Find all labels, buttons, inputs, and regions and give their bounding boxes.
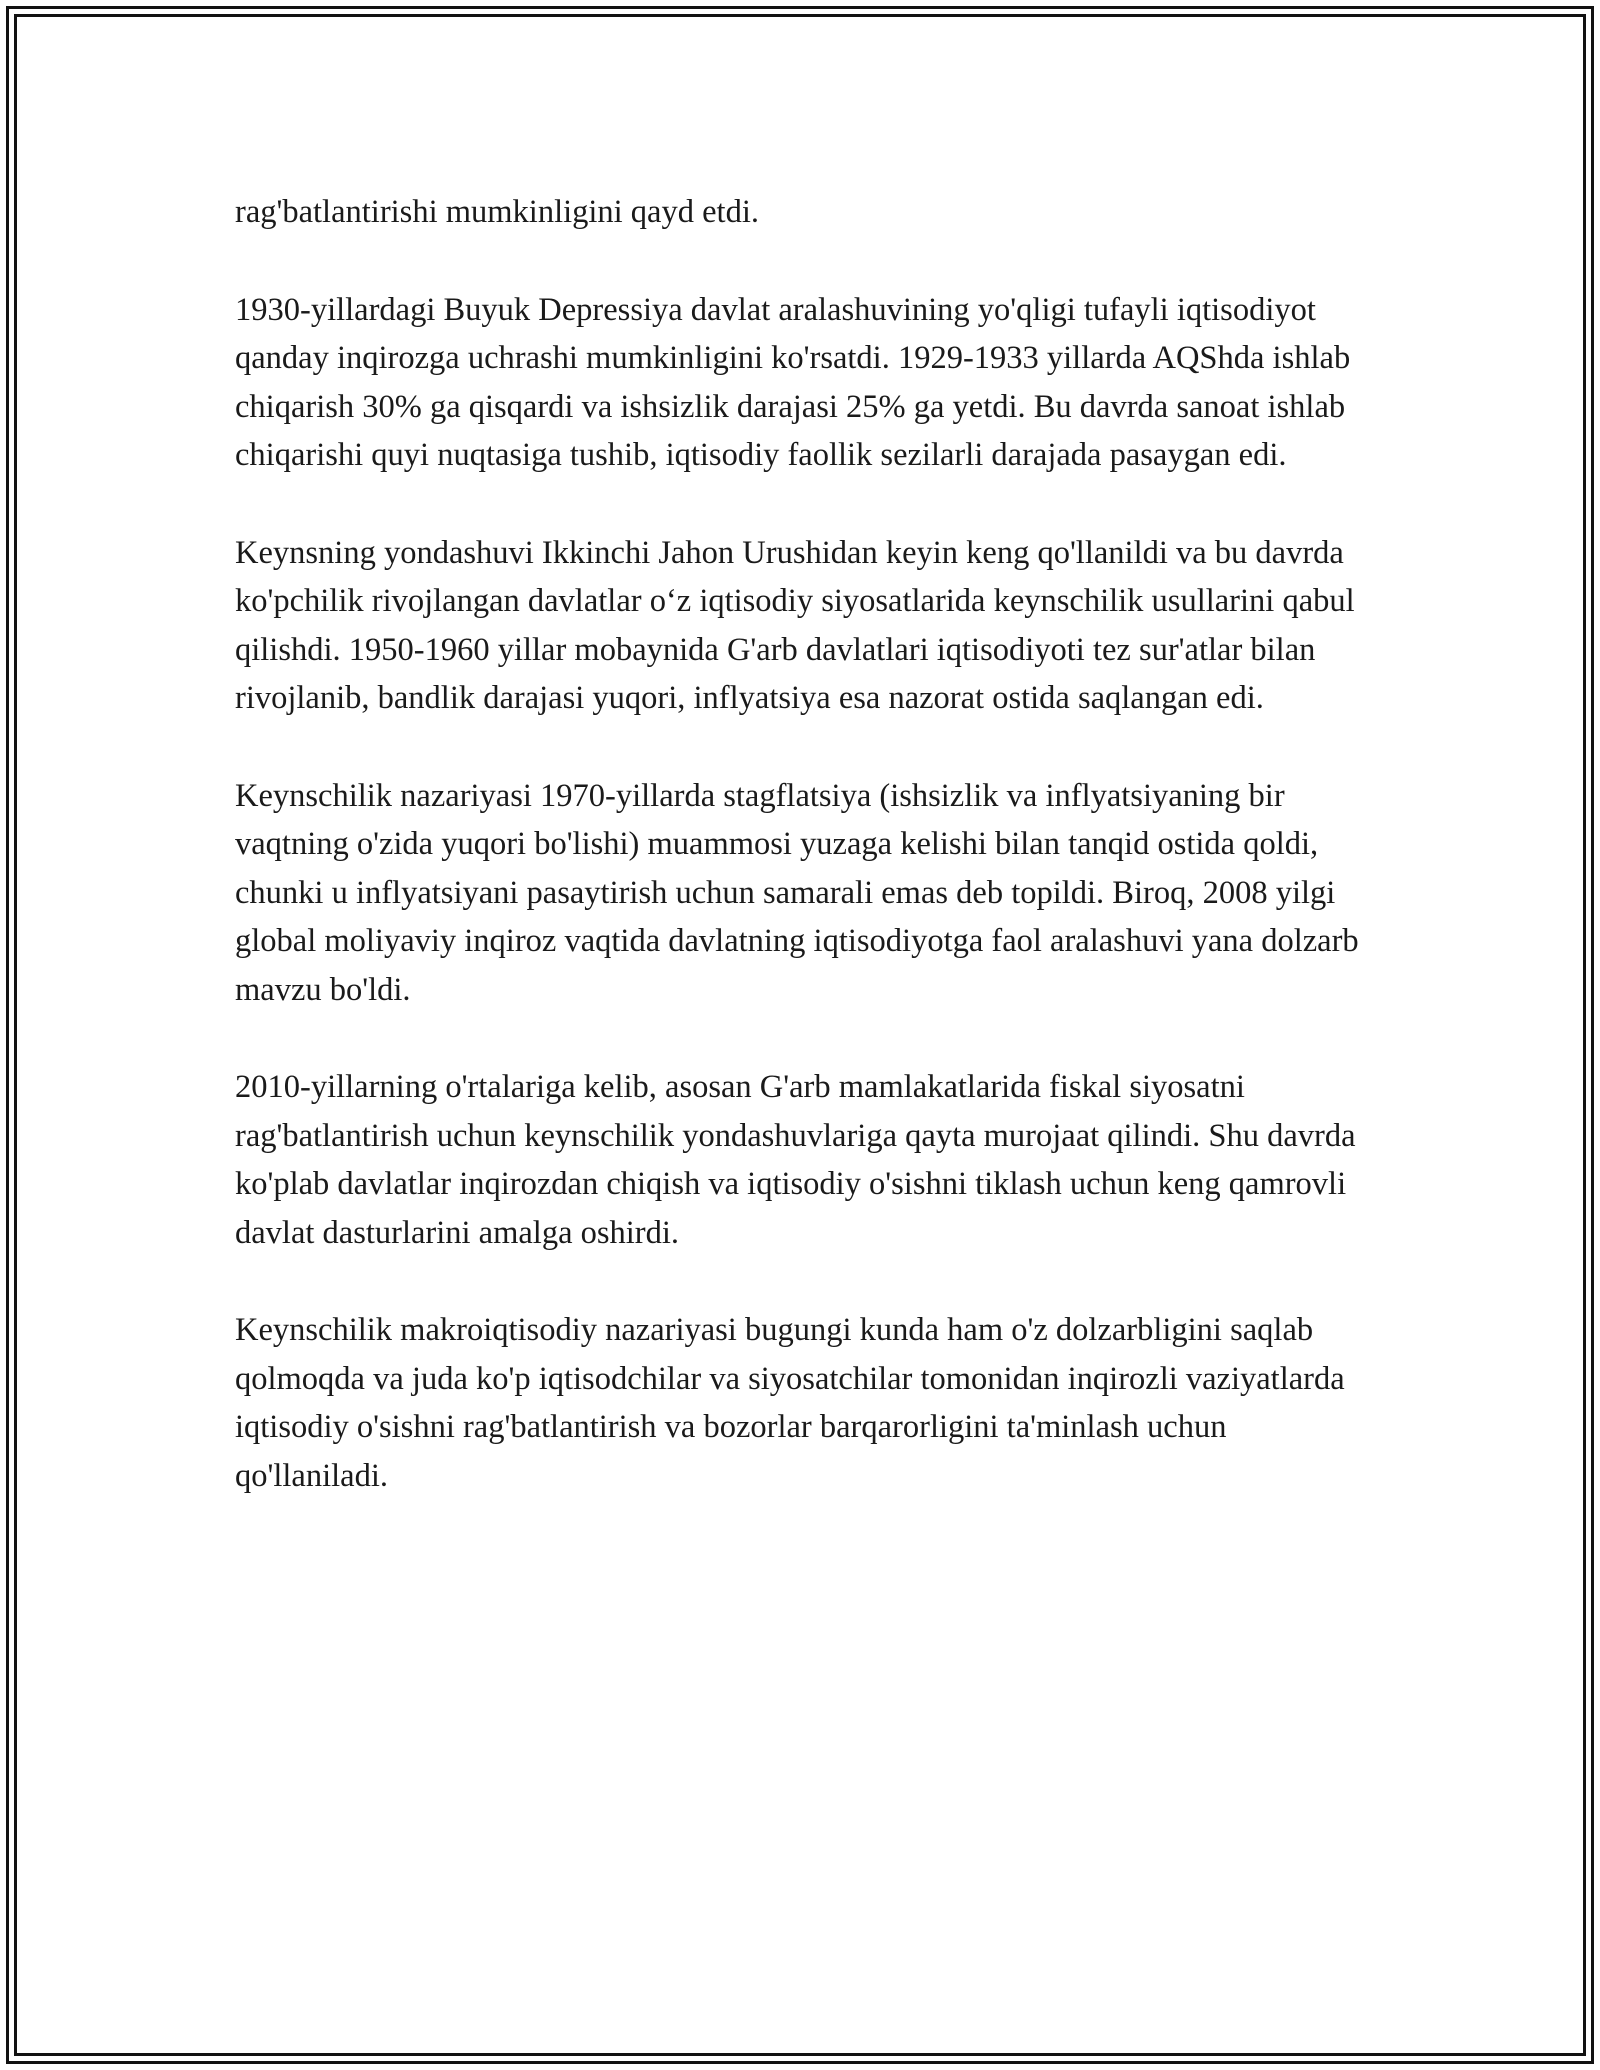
paragraph-continuation: rag'batlantirishi mumkinligini qayd etdi.: [235, 194, 759, 230]
paragraph-2010s-fiscal-policy: 2010-yillarning o'rtalariga kelib, asosan G'arb mamlakatlarida fiskal siyosatni rag'batlantirish uchun keynschilik yondashuvlariga qayta murojaat qilindi. Shu davrda ko'plab davlatlar inqirozdan chiqish va iqtisodiy o'sishni tiklash uchun keng qamrovli davlat dasturlarini amalga oshirdi.: [235, 1069, 1356, 1251]
paragraph-current-relevance: Keynschilik makroiqtisodiy nazariyasi bugungi kunda ham o'z dolzarbligini saqlab qolmoqda va juda ko'p iqtisodchilar va siyosatchilar tomonidan inqirozli vaziyatlarda iqtisodiy o'sishni rag'batlantirish va bozorlar barqarorligini ta'minlash uchun qo'llaniladi.: [235, 1312, 1345, 1494]
document-body: [235, 188, 1375, 1549]
paragraph-postwar-keynesianism: Keynsning yondashuvi Ikkinchi Jahon Urushidan keyin keng qo'llanildi va bu davrda ko'pchilik rivojlangan davlatlar o‘z iqtisodiy siyosatlarida keynschilik usullarini qabul qilishdi. 1950-1960 yillar mobaynida G'arb davlatlari iqtisodiyoti tez sur'atlar bilan rivojlanib, bandlik darajasi yuqori, inflyatsiya esa nazorat ostida saqlangan edi.: [235, 534, 1355, 716]
paragraph-great-depression: 1930-yillardagi Buyuk Depressiya davlat aralashuvining yo'qligi tufayli iqtisodiyot qanday inqirozga uchrashi mumkinligini ko'rsatdi. 1929-1933 yillarda AQShda ishlab chiqarish 30% ga qisqardi va ishsizlik darajasi 25% ga yetdi. Bu davrda sanoat ishlab chiqarishi quyi nuqtasiga tushib, iqtisodiy faollik sezilarli darajada pasaygan edi.: [235, 291, 1351, 473]
paragraph-stagflation: Keynschilik nazariyasi 1970-yillarda stagflatsiya (ishsizlik va inflyatsiyaning bir vaqtning o'zida yuqori bo'lishi) muammosi yuzaga kelishi bilan tanqid ostida qoldi, chunki u inflyatsiyani pasaytirish uchun samarali emas deb topildi. Biroq, 2008 yilgi global moliyaviy inqiroz vaqtida davlatning iqtisodiyotga faol aralashuvi yana dolzarb mavzu bo'ldi.: [235, 777, 1359, 1008]
